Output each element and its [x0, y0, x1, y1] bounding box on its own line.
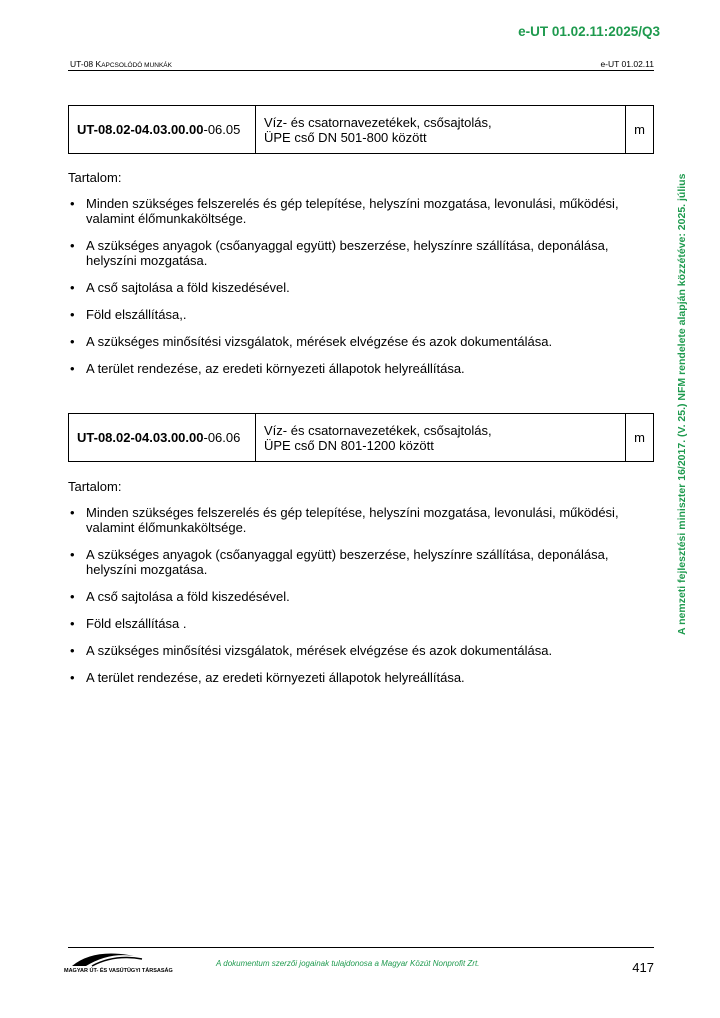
copyright-notice: A dokumentum szerzői jogainak tulajdonosa a Magyar Közút Nonprofit Zrt.: [216, 959, 480, 968]
item-table-1: [68, 105, 654, 154]
item-table-2: [68, 413, 654, 462]
running-header-left: UT-08 KAPCSOLÓDÓ MUNKÁK: [70, 59, 172, 69]
list-item: • A szükséges minősítési vizsgálatok, mérések elvégzése és azok dokumentálása.: [70, 643, 553, 658]
item-code-suffix: -06.06: [203, 430, 241, 445]
bullet-list-2: [68, 505, 648, 697]
item-desc-line2: ÜPE cső DN 501-800 között: [264, 129, 427, 145]
content-label-1: Tartalom:: [68, 170, 122, 185]
side-note: A nemzeti fejlesztési miniszter 16/2017. (V. 25.) NFM rendelete alapján közzétéve: 2025. július: [676, 173, 688, 635]
list-item: • Föld elszállítása,.: [70, 307, 187, 322]
item-code: [69, 414, 256, 462]
list-item: • A terület rendezése, az eredeti környezeti állapotok helyreállítása.: [70, 361, 465, 376]
item-code-suffix: -06.05: [203, 122, 241, 137]
page-number: 417: [632, 960, 654, 975]
item-code-main: UT-08.02-04.03.00.00: [77, 430, 204, 445]
list-item: • Minden szükséges felszerelés és gép telepítése, helyszíni mozgatása, levonulási, működési, valamint élőmunkaköltsége.: [70, 505, 619, 535]
item-desc-line2: ÜPE cső DN 801-1200 között: [264, 437, 434, 453]
running-header-right: e-UT 01.02.11: [600, 59, 654, 69]
item-code: [69, 106, 256, 154]
doc-code: e-UT 01.02.11:2025/Q3: [518, 24, 660, 39]
content-label-2: Tartalom:: [68, 479, 122, 494]
bullet-list-1: [68, 196, 648, 388]
header-rule: [68, 70, 654, 71]
item-unit: m: [626, 106, 654, 154]
logo-text: MAGYAR ÚT- ÉS VASÚTÜGYI TÁRSASÁG: [64, 968, 173, 974]
list-item: • A szükséges minősítési vizsgálatok, mérések elvégzése és azok dokumentálása.: [70, 334, 553, 349]
item-code-main: UT-08.02-04.03.00.00: [77, 122, 204, 137]
footer-rule: [68, 947, 654, 948]
item-desc-line1: Víz- és csatornavezetékek, csősajtolás,: [264, 422, 492, 438]
list-item: • A cső sajtolása a föld kiszedésével.: [70, 589, 290, 604]
list-item: • A szükséges anyagok (csőanyaggal együtt) beszerzése, helyszínre szállítása, deponálása, helyszíni mozgatása.: [70, 238, 609, 268]
list-item: • A terület rendezése, az eredeti környezeti állapotok helyreállítása.: [70, 670, 465, 685]
list-item: • A szükséges anyagok (csőanyaggal együtt) beszerzése, helyszínre szállítása, deponálása, helyszíni mozgatása.: [70, 547, 609, 577]
list-item: • Föld elszállítása .: [70, 616, 187, 631]
item-description: [256, 106, 626, 154]
item-description: [256, 414, 626, 462]
item-unit: m: [626, 414, 654, 462]
list-item: • Minden szükséges felszerelés és gép telepítése, helyszíni mozgatása, levonulási, működési, valamint élőmunkaköltsége.: [70, 196, 619, 226]
logo-mark-icon: [64, 950, 164, 968]
society-logo: [64, 950, 173, 974]
list-item: • A cső sajtolása a föld kiszedésével.: [70, 280, 290, 295]
item-desc-line1: Víz- és csatornavezetékek, csősajtolás,: [264, 114, 492, 130]
